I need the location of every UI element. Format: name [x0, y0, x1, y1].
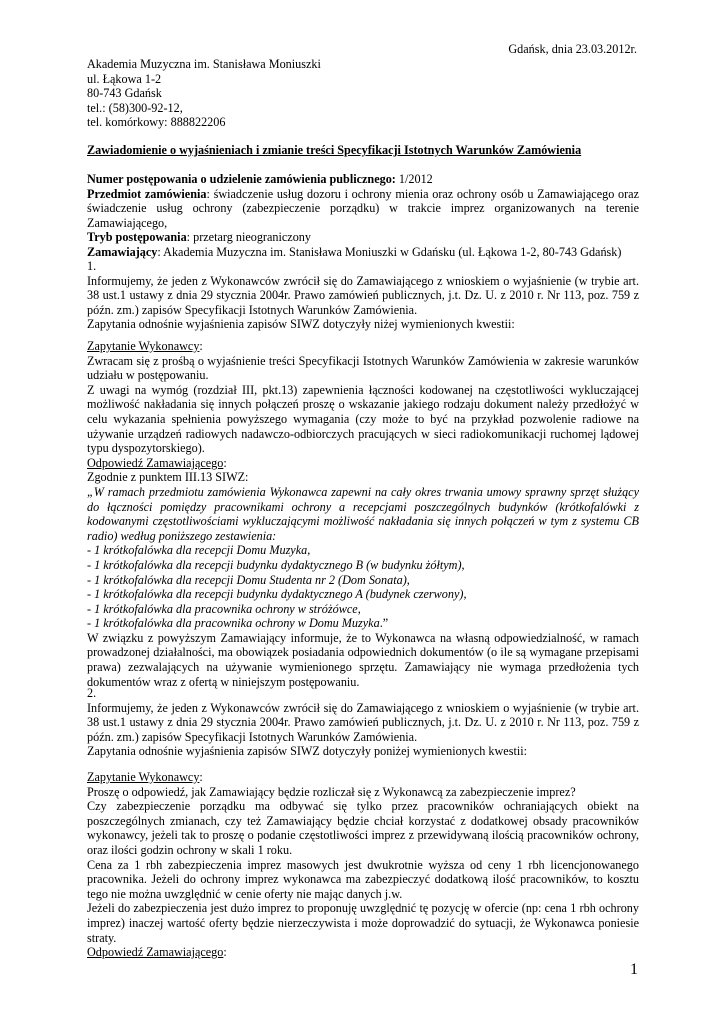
section-1-question: [87, 339, 639, 689]
equipment-list-item: - 1 krótkofalówka dla recepcji budynku dydaktycznego B (w budynku żółtym),: [87, 557, 465, 572]
question-paragraph: Proszę o odpowiedź, jak Zamawiający będzie rozliczał się z Wykonawcą za zabezpieczenie imprez?: [87, 784, 576, 799]
section-2: [87, 686, 639, 759]
equipment-list-item-last: [87, 616, 639, 631]
answer-colon: :: [223, 945, 227, 960]
contracting-authority-value: : Akademia Muzyczna im. Stanisława Moniuszki w Gdańsku (ul. Łąkowa 1-2, 80-743 Gdańsk): [157, 244, 622, 259]
procedure-number-value: 1/2012: [395, 172, 433, 186]
address-line: Akademia Muzyczna im. Stanisława Moniuszki: [87, 57, 321, 71]
address-line: 80-743 Gdańsk: [87, 86, 162, 101]
contracting-authority: [87, 245, 639, 260]
section-2-question: [87, 770, 639, 960]
answer-label: Odpowiedź Zamawiającego: [87, 455, 224, 470]
quote-text: W ramach przedmiotu zamówienia Wykonawca zapewni na cały okres trwania umowy sprawny sprzęt służący do łączności pomiędzy pracownikami ochrony a recepcjami poszczególnych budynków (krótkofalówki z kodowanymi częstotliwościami wykluczającymi możliwość nakładania się innych połączeń w tym z systemu CB radio) według poniższego zestawienia:: [87, 484, 639, 543]
question-heading: [87, 770, 639, 785]
page-number: 1: [630, 961, 638, 978]
equipment-list-item: - 1 krótkofalówka dla recepcji budynku dydaktycznego A (budynek czerwony),: [87, 587, 467, 602]
answer-colon: :: [223, 455, 227, 470]
question-paragraph: Zwracam się z prośbą o wyjaśnienie treści Specyfikacji Istotnych Warunków Zamówienia w zakresie warunków udziału w postępowaniu.: [87, 353, 639, 383]
address-line: tel.: (58)300-92-12,: [87, 100, 183, 115]
question-colon: :: [199, 770, 203, 784]
question-heading: [87, 339, 639, 354]
procurement-subject-label: Przedmiot zamówienia: [87, 186, 207, 201]
contracting-authority-label: Zamawiający: [87, 244, 158, 259]
procurement-subject: [87, 187, 639, 231]
document-title: Zawiadomienie o wyjaśnieniach i zmianie treści Specyfikacji Istotnych Warunków Zamówienia: [87, 143, 582, 157]
procedure-number: [87, 172, 639, 187]
section-1-intro-2: Zapytania odnośnie wyjaśnienia zapisów SIWZ dotyczyły niżej wymienionych kwestii:: [87, 317, 515, 332]
section-1: [87, 259, 639, 332]
answer-intro: Zgodnie z punktem III.13 SIWZ:: [87, 470, 249, 485]
procedure-number-label: Numer postępowania o udzielenie zamówienia publicznego:: [87, 172, 396, 186]
question-paragraph: Jeżeli do zabezpieczenia jest dużo imprez to proponuję uwzględnić tę pozycję w ofercie (np: cena 1 rbh ochrony imprez) inaczej wartość oferty będzie nierzeczywista i może doprowadzić do sytuacji, że Wykonawca poniesie straty.: [87, 901, 639, 945]
equipment-list-item-text: - 1 krótkofalówka dla pracownika ochrony w Domu Muzyka: [87, 616, 380, 631]
procurement-subject-value: : świadczenie usług dozoru i ochrony mienia oraz ochrony osób u Zamawiającego oraz świadczenie usług ochrony (zabezpieczenie porządku) w trakcie imprez organizowanych na terenie Zamawiającego,: [87, 186, 639, 230]
question-label: Zapytanie Wykonawcy: [87, 770, 200, 784]
question-paragraph: Cena za 1 rbh zabezpieczenia imprez masowych jest dwukrotnie wyższa od ceny 1 rbh licencjonowanego pracownika. Jeżeli do ochrony imprez wykonawca ma zabezpieczyć dodatkową ilość pracowników, to kosztu tego nie można uwzględnić w cenie oferty nie mając danych j.w.: [87, 857, 639, 901]
procedure-mode: [87, 230, 639, 245]
procedure-mode-value: : przetarg nieograniczony: [186, 230, 311, 245]
procedure-mode-label: Tryb postępowania: [87, 230, 187, 245]
equipment-list-item: - 1 krótkofalówka dla pracownika ochrony w stróżówce,: [87, 601, 361, 616]
section-1-intro: Informujemy, że jeden z Wykonawców zwrócił się do Zamawiającego z wnioskiem o wyjaśnienie (w trybie art. 38 ust.1 ustawy z dnia 29 stycznia 2004r. Prawo zamówień publicznych, j.t. Dz. U. z 2010 r. Nr 113, poz. 759 z późn. zm.) zapisów Specyfikacji Istotnych Warunków Zamówienia.: [87, 273, 639, 317]
quote-close: .”: [379, 616, 389, 631]
question-label: Zapytanie Wykonawcy: [87, 339, 200, 353]
section-1-number: 1.: [87, 259, 97, 273]
document-date: Gdańsk, dnia 23.03.2012r.: [508, 42, 637, 56]
section-2-intro-2: Zapytania odnośnie wyjaśnienia zapisów SIWZ dotyczyły poniżej wymienionych kwestii:: [87, 744, 527, 759]
answer-label: Odpowiedź Zamawiającego: [87, 945, 224, 960]
address-line: tel. komórkowy: 888822206: [87, 115, 226, 130]
answer-heading: [87, 456, 639, 471]
question-colon: :: [199, 339, 203, 353]
equipment-list-item: - 1 krótkofalówka dla recepcji Domu Studenta nr 2 (Dom Sonata),: [87, 572, 410, 587]
procedure-meta: [87, 172, 639, 260]
address-line: ul. Łąkowa 1-2: [87, 71, 162, 86]
section-2-number: 2.: [87, 686, 97, 700]
quote-open: „: [87, 484, 94, 499]
question-paragraph: Z uwagi na wymóg (rozdział III, pkt.13) zapewnienia łączności kodowanej na częstotliwości wykluczającej możliwość nakładania się innych połączeń proszę o wskazanie jakiego rodzaju dokument należy przedłożyć w celu wykazania spełnienia powyższego wymagania (czy może to być na przykład pozwolenie radiowe na używanie urządzeń radiowych nadawczo-odbiorczych pracujących w sieci radiokomunikacji ruchomej lądowej typu dyspozytorskiego).: [87, 382, 639, 456]
sender-address: [87, 57, 639, 130]
question-paragraph: Czy zabezpieczenie porządku ma odbywać się tylko przez pracowników ochraniających obiekt na poszczególnych zmianach, czy też Zamawiający będzie chciał korzystać z dodatkowej obsady pracowników wykonawcy, jeżeli tak to proszę o podanie częstotliwości imprez z przewidywaną ilością pracowników ochrony, oraz ilości godzin ochrony w skali 1 roku.: [87, 799, 639, 857]
answer-heading: [87, 945, 639, 960]
section-2-intro: Informujemy, że jeden z Wykonawców zwrócił się do Zamawiającego z wnioskiem o wyjaśnienie (w trybie art. 38 ust.1 ustawy z dnia 29 stycznia 2004r. Prawo zamówień publicznych, j.t. Dz. U. z 2010 r. Nr 113, poz. 759 z późn. zm.) zapisów Specyfikacji Istotnych Warunków Zamówienia.: [87, 700, 639, 744]
answer-conclusion: W związku z powyższym Zamawiający informuje, że to Wykonawca na własną odpowiedzialność, w ramach prowadzonej działalności, ma obowiązek posiadania odpowiednich dokumentów (o ile są wymagane przepisami prawa) zezwalających na używanie wymienionego sprzętu. Zamawiający nie wymaga przedłożenia tych dokumentów wraz z ofertą w niniejszym postępowaniu.: [87, 630, 639, 689]
answer-quote: [87, 485, 639, 543]
equipment-list-item: - 1 krótkofalówka dla recepcji Domu Muzyka,: [87, 543, 311, 558]
